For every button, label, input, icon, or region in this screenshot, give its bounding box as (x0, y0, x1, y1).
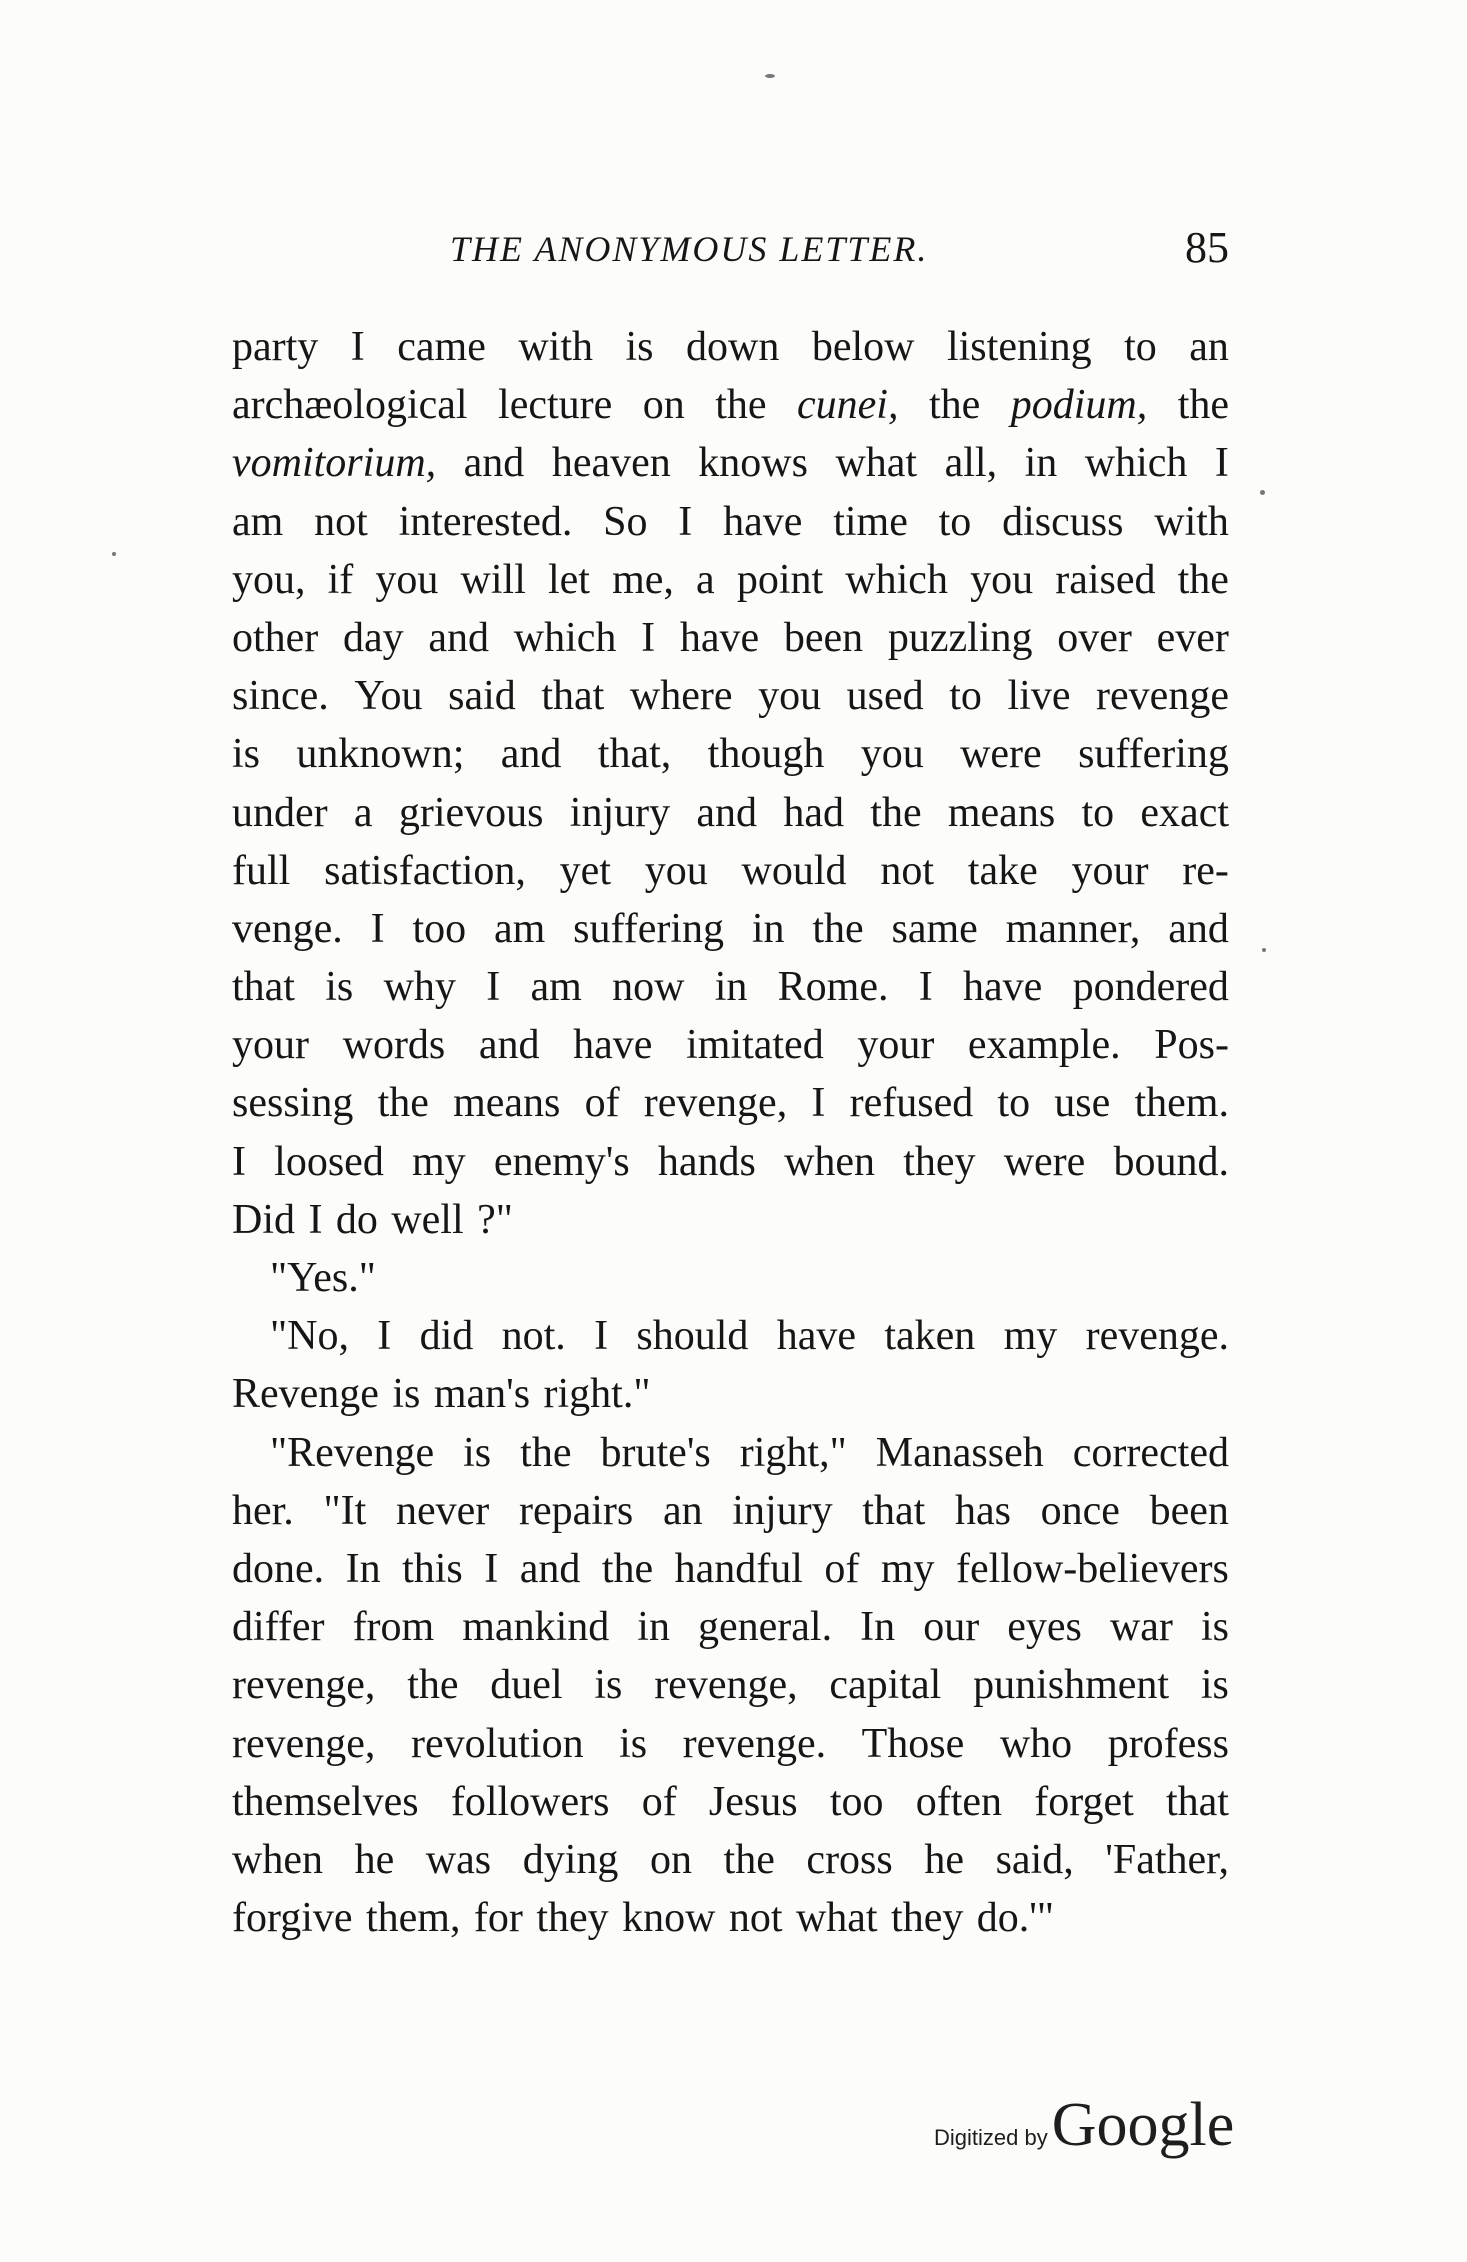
watermark-brand: Google (1051, 2091, 1235, 2159)
word: imitated (686, 1022, 824, 1069)
word: too (829, 1778, 884, 1825)
page-header (232, 223, 1229, 288)
word: have (963, 964, 1043, 1011)
text-line (232, 1831, 1229, 1889)
word: Those (861, 1720, 965, 1767)
word: Manasseh (875, 1429, 1044, 1476)
word: "Yes." (270, 1255, 376, 1301)
word: my (1003, 1313, 1058, 1360)
word: you, (232, 556, 306, 603)
word: I (594, 1313, 609, 1360)
word: have (776, 1313, 857, 1360)
word: said, (995, 1836, 1074, 1883)
scan-speck (765, 74, 775, 78)
word: and (696, 789, 758, 836)
word: take (967, 847, 1038, 894)
italic-word: cunei, (797, 382, 899, 429)
word: which (1084, 440, 1188, 487)
word: a (353, 789, 373, 836)
word: Rome. (777, 964, 889, 1011)
word: listening (946, 324, 1092, 370)
word: the (1177, 556, 1229, 603)
word: the (928, 382, 981, 429)
word: your (232, 1022, 309, 1069)
word: over (1057, 614, 1132, 661)
running-title: THE ANONYMOUS LETTER. (450, 229, 929, 269)
text-line (232, 1249, 1229, 1307)
word: other (232, 614, 319, 661)
word: differ (232, 1604, 325, 1651)
word: is (619, 1720, 648, 1767)
body-text (232, 318, 1229, 1947)
word: and (428, 614, 490, 661)
word: capital (829, 1662, 942, 1709)
word: hands (657, 1138, 756, 1185)
word: that (1165, 1778, 1229, 1825)
word: interested. (398, 498, 573, 545)
text-line (232, 1074, 1229, 1132)
word: not (880, 847, 934, 894)
word: once (1040, 1487, 1120, 1534)
word: when (784, 1138, 876, 1185)
word: had (783, 789, 844, 836)
word: not (314, 498, 368, 545)
text-line (232, 1307, 1229, 1365)
word: the (407, 1662, 459, 1709)
word: the (870, 789, 922, 836)
word: is (594, 1662, 623, 1709)
text-line (232, 1540, 1229, 1598)
word: refused (849, 1080, 974, 1127)
word: revenge (1096, 673, 1229, 720)
word: to (997, 1080, 1031, 1127)
text-line (232, 958, 1229, 1016)
word: in (751, 905, 785, 952)
word: came (397, 324, 486, 370)
word: which (845, 556, 948, 603)
word: let (548, 556, 590, 603)
word: day (343, 614, 404, 661)
word: if (327, 556, 354, 603)
word: the (377, 1080, 429, 1127)
word: this (402, 1545, 463, 1592)
word: Did (232, 1196, 295, 1243)
word: is (392, 1371, 421, 1418)
word: were (1003, 1138, 1086, 1185)
word: on (642, 382, 685, 429)
word: dying (522, 1836, 619, 1883)
word: In (860, 1604, 896, 1651)
word: taken (884, 1313, 976, 1360)
word: "No, (270, 1313, 349, 1360)
word: ?" (477, 1196, 513, 1243)
word: I (370, 905, 385, 952)
word: revenge, (643, 1080, 788, 1127)
word: he (354, 1836, 395, 1883)
word: lecture (498, 382, 613, 429)
word: been (783, 614, 864, 661)
word: is (232, 731, 261, 778)
word: was (425, 1836, 492, 1883)
word: revolution (410, 1720, 584, 1767)
word: am (494, 905, 546, 952)
word: revenge. (1085, 1313, 1229, 1360)
word: the (812, 905, 864, 952)
text-line (232, 842, 1229, 900)
word: I (350, 324, 365, 370)
word: right," (739, 1429, 847, 1476)
word: is (625, 324, 654, 370)
word: loosed (274, 1138, 384, 1185)
word: you (860, 731, 924, 778)
word: they (903, 1138, 976, 1185)
word: profess (1107, 1720, 1229, 1767)
page-number: 85 (1185, 223, 1229, 272)
italic-word: vomitorium, (232, 440, 437, 487)
word: and (519, 1545, 581, 1592)
word: injury (569, 789, 671, 836)
word: should (636, 1313, 749, 1360)
word: on (649, 1836, 692, 1883)
word: same (891, 905, 978, 952)
word: under (232, 789, 328, 836)
word: have (573, 1022, 653, 1069)
word: am (232, 498, 284, 545)
word: discuss (1002, 498, 1124, 545)
word: sessing (232, 1080, 354, 1127)
word: archæological (232, 382, 468, 429)
word: is (325, 964, 354, 1011)
word: means (453, 1080, 561, 1127)
word: though (707, 731, 825, 778)
word: You (354, 673, 423, 720)
word: words (342, 1022, 446, 1069)
word: enemy's (493, 1138, 630, 1185)
word: your (1071, 847, 1149, 894)
word: and (1168, 905, 1229, 952)
text-line (232, 1715, 1229, 1773)
word: themselves (232, 1778, 419, 1825)
word: heaven (551, 440, 671, 487)
word: below (811, 324, 915, 370)
word: you (970, 556, 1034, 603)
word: So (603, 498, 648, 545)
word: that (541, 673, 605, 720)
word: of (824, 1545, 860, 1592)
word: said (448, 673, 516, 720)
word: raised (1055, 556, 1156, 603)
word: means (947, 789, 1056, 836)
word: point (736, 556, 824, 603)
word: 'Father, (1105, 1836, 1229, 1883)
text-line (232, 1133, 1229, 1191)
word: my (412, 1138, 466, 1185)
word: suffering (1078, 731, 1229, 778)
word: duel (490, 1662, 563, 1709)
word: cross (806, 1836, 893, 1883)
italic-word: podium, (1010, 382, 1148, 429)
word: I (1214, 440, 1229, 487)
word: my (880, 1545, 935, 1592)
word: knows (698, 440, 808, 487)
word: re- (1182, 847, 1229, 894)
word: mankind (462, 1604, 610, 1651)
word: a (696, 556, 715, 603)
word: I (641, 614, 656, 661)
word: down (686, 324, 780, 370)
text-line (232, 725, 1229, 783)
word: war (1109, 1604, 1173, 1651)
word: grievous (398, 789, 544, 836)
scan-speck (1260, 490, 1265, 495)
word: that, (597, 731, 672, 778)
word: our (923, 1604, 980, 1651)
word: would (741, 847, 847, 894)
word: with (1154, 498, 1229, 545)
word: I (486, 964, 501, 1011)
word: they (536, 1895, 609, 1942)
word: what (795, 1895, 878, 1942)
text-line (232, 609, 1229, 667)
text-line (232, 1482, 1229, 1540)
text-line (232, 551, 1229, 609)
word: all, (944, 440, 998, 487)
word: live (1007, 673, 1071, 720)
word: in (637, 1604, 670, 1651)
word: for (473, 1895, 523, 1942)
word: you (644, 847, 708, 894)
text-line (232, 1889, 1229, 1947)
word: In (345, 1545, 381, 1592)
word: unknown; (296, 731, 465, 778)
word: party (232, 324, 319, 370)
scan-speck (1262, 948, 1266, 952)
word: venge. (232, 905, 343, 952)
word: now (612, 964, 685, 1011)
word: of (641, 1778, 677, 1825)
text-line (232, 434, 1229, 492)
word: do (335, 1196, 378, 1243)
word: forgive (232, 1895, 353, 1942)
word: the (601, 1545, 654, 1592)
word: Revenge (232, 1371, 379, 1418)
word: ever (1156, 614, 1229, 661)
word: to (1081, 789, 1115, 836)
word: is (1200, 1662, 1229, 1709)
word: that (862, 1487, 926, 1534)
word: corrected (1072, 1429, 1229, 1476)
word: to (938, 498, 972, 545)
word: an (662, 1487, 703, 1534)
word: since. (232, 673, 329, 720)
word: not. (501, 1313, 566, 1360)
text-line (232, 667, 1229, 725)
word: the (715, 382, 767, 429)
word: done. (232, 1545, 325, 1592)
word: has (954, 1487, 1011, 1534)
word: "Revenge (270, 1429, 435, 1476)
word: never (396, 1487, 490, 1534)
word: with (518, 324, 594, 370)
text-line (232, 784, 1229, 842)
word: bound. (1113, 1138, 1229, 1185)
word: yet (559, 847, 611, 894)
google-watermark (934, 2090, 1264, 2160)
word: and (463, 440, 525, 487)
word: time (833, 498, 908, 545)
word: not (728, 1895, 783, 1942)
word: the (1177, 382, 1229, 429)
word: revenge, (654, 1662, 798, 1709)
word: manner, (1005, 905, 1141, 952)
word: of (584, 1080, 620, 1127)
watermark-prefix: Digitized by (934, 2125, 1048, 2150)
word: full (232, 847, 291, 894)
word: exact (1140, 789, 1229, 836)
word: them, (365, 1895, 461, 1942)
word: punishment (973, 1662, 1170, 1709)
word: were (960, 731, 1042, 778)
word: often (915, 1778, 1003, 1825)
word: use (1054, 1080, 1111, 1127)
word: well (391, 1196, 464, 1243)
word: general. (698, 1604, 833, 1651)
word: from (352, 1604, 435, 1651)
word: revenge, (232, 1662, 376, 1709)
word: I (232, 1138, 246, 1185)
word: which (513, 614, 617, 661)
text-line (232, 1191, 1229, 1249)
word: I (918, 964, 933, 1011)
word: forget (1034, 1778, 1134, 1825)
word: been (1149, 1487, 1229, 1534)
word: an (1189, 324, 1229, 370)
word: to (949, 673, 982, 720)
word: injury (732, 1487, 833, 1534)
word: revenge, (232, 1720, 376, 1767)
text-line (232, 1656, 1229, 1714)
word: right." (543, 1371, 651, 1418)
word: you (758, 673, 822, 720)
word: revenge. (682, 1720, 827, 1767)
word: in (714, 964, 748, 1011)
text-line (232, 1424, 1229, 1482)
word: why (383, 964, 456, 1011)
word: too (412, 905, 467, 952)
word: I (678, 498, 693, 545)
text-line (232, 1016, 1229, 1074)
text-line (232, 318, 1229, 376)
word: I (811, 1080, 826, 1127)
word: puzzling (887, 614, 1033, 661)
word: "It (323, 1487, 367, 1534)
word: I (308, 1196, 323, 1243)
word: the (723, 1836, 775, 1883)
word: I (484, 1545, 499, 1592)
word: when (232, 1836, 323, 1883)
word: do.'" (976, 1895, 1055, 1942)
word: have (723, 498, 803, 545)
word: satisfaction, (324, 847, 526, 894)
word: your (857, 1022, 935, 1069)
word: followers (450, 1778, 610, 1825)
text-line (232, 1365, 1229, 1423)
word: have (679, 614, 760, 661)
text-line (232, 1598, 1229, 1656)
word: will (460, 556, 526, 603)
word: am (530, 964, 582, 1011)
word: know (622, 1895, 716, 1942)
word: handful (674, 1545, 803, 1592)
text-line (232, 493, 1229, 551)
word: to (1124, 324, 1157, 370)
scan-speck (112, 552, 116, 556)
text-line (232, 1773, 1229, 1831)
word: who (999, 1720, 1073, 1767)
word: did (419, 1313, 474, 1360)
text-line (232, 376, 1229, 434)
word: man's (433, 1371, 531, 1418)
word: me, (612, 556, 674, 603)
word: and (500, 731, 562, 778)
word: that (232, 964, 295, 1011)
word: eyes (1007, 1604, 1082, 1651)
word: you (375, 556, 439, 603)
word: what (835, 440, 918, 487)
word: they (891, 1895, 964, 1942)
word: he (924, 1836, 964, 1883)
word: brute's (600, 1429, 711, 1476)
word: the (520, 1429, 572, 1476)
word: example. (967, 1022, 1121, 1069)
word: her. (232, 1487, 294, 1534)
word: them. (1134, 1080, 1229, 1127)
word: I (377, 1313, 392, 1360)
word: pondered (1072, 964, 1229, 1011)
word: used (846, 673, 924, 720)
word: repairs (518, 1487, 634, 1534)
word: fellow-believers (956, 1545, 1229, 1592)
word: suffering (573, 905, 725, 952)
word: is (1200, 1604, 1229, 1651)
word: is (463, 1429, 492, 1476)
word: in (1024, 440, 1058, 487)
word: where (629, 673, 733, 720)
word: Jesus (708, 1778, 798, 1825)
text-line (232, 900, 1229, 958)
word: Pos- (1154, 1022, 1229, 1069)
word: and (478, 1022, 540, 1069)
